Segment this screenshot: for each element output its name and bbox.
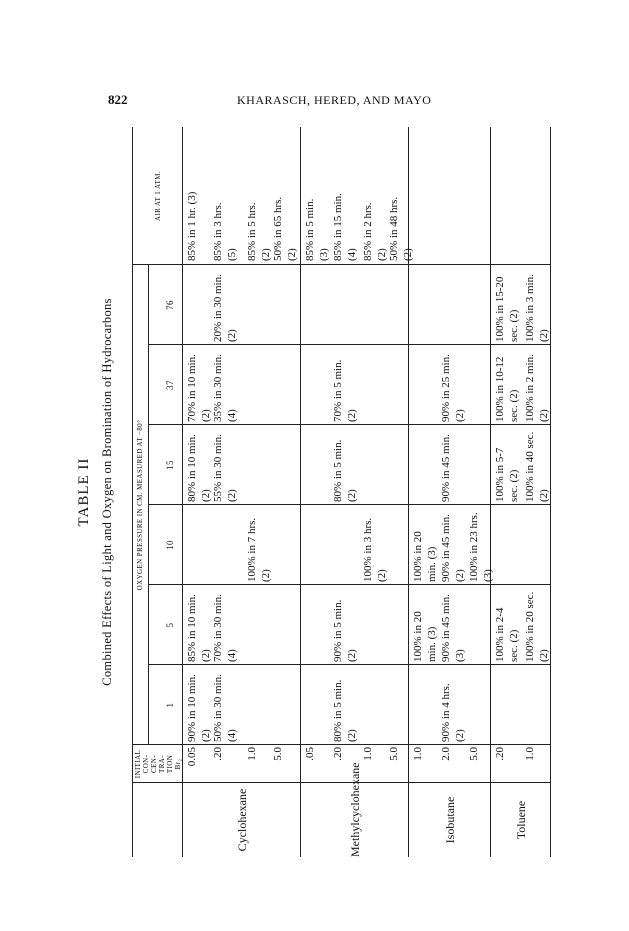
result-line: 90% in 25 min.: [440, 354, 452, 422]
concentration-value: .20: [332, 747, 344, 761]
result-line: (2): [345, 729, 358, 742]
oxygen-pressure-header: OXYGEN PRESSURE IN CM. MEASURED AT −80°: [136, 419, 144, 591]
result-line: (2): [375, 569, 388, 582]
result-line: 85% in 3 hrs.: [212, 202, 224, 261]
pressure-col-1: 1: [165, 702, 175, 708]
result-line: (2): [285, 248, 298, 261]
result-line: 100% in 40 sec.: [524, 431, 536, 502]
col-rule-3: [148, 584, 550, 585]
result-line: (5): [225, 248, 238, 261]
result-line: 20% in 30 min.: [212, 274, 224, 342]
compound-name: Cyclohexane: [235, 788, 249, 852]
result-line: (3): [453, 649, 466, 662]
col-rule-1: [132, 744, 550, 745]
concentration-value: 1.0: [362, 747, 374, 761]
result-line: 35% in 30 min.: [212, 354, 224, 422]
concentration-value: 5.0: [272, 747, 284, 761]
result-line: (2): [345, 489, 358, 502]
result-cell-air: [362, 202, 389, 261]
result-cell-p15: [494, 448, 521, 502]
result-line: 90% in 10 min.: [186, 674, 198, 742]
table-title: Combined Effects of Light and Oxygen on Bromination of Hydrocarbons: [100, 298, 114, 686]
result-line: (2): [199, 409, 212, 422]
col-rule-5: [148, 424, 550, 425]
result-line: (4): [225, 649, 238, 662]
result-cell-p37: [186, 354, 213, 422]
result-cell-p37: [440, 354, 467, 422]
result-cell-p15: [332, 440, 359, 502]
col-rule-0: [132, 782, 550, 783]
result-line: 100% in 3 hrs.: [362, 517, 374, 582]
result-line: 100% in 23 hrs.: [468, 512, 480, 582]
result-line: (2): [259, 248, 272, 261]
col-rule-7: [132, 264, 550, 265]
result-line: (2): [225, 329, 238, 342]
pressure-col-76: 76: [165, 300, 175, 310]
concentration-value: 1.0: [524, 747, 536, 761]
result-cell-p37: [524, 354, 551, 422]
result-cell-p10: [440, 514, 467, 582]
running-head: KHARASCH, HERED, AND MAYO: [237, 93, 432, 107]
data-table: [132, 127, 552, 857]
result-cell-air: [304, 199, 331, 261]
result-line: 70% in 30 min.: [212, 594, 224, 662]
result-line: 100% in 2-4: [494, 607, 506, 662]
result-line: (2): [375, 248, 388, 261]
result-cell-p1: [440, 683, 467, 742]
table-label: TABLE II: [76, 457, 92, 527]
result-line: (2): [345, 409, 358, 422]
pressure-col-10: 10: [165, 540, 175, 550]
concentration-value: 5.0: [388, 747, 400, 761]
result-cell-p10: [362, 518, 389, 582]
compound-name: Methylcyclohexane: [348, 762, 362, 857]
result-cell-p37: [494, 357, 521, 422]
result-line: 85% in 5 min.: [304, 198, 316, 261]
result-line: 100% in 20 sec.: [524, 591, 536, 662]
result-line: 90% in 45 min.: [440, 594, 452, 662]
result-line: (2): [537, 409, 550, 422]
rotated-table-page: [74, 127, 554, 857]
result-line: 90% in 45 min.: [440, 514, 452, 582]
air-header: AIR AT 1 ATM.: [154, 170, 162, 222]
group-rule-1: [300, 127, 301, 857]
table-top-rule: [132, 127, 133, 857]
compound-name: Toluene: [514, 800, 528, 840]
result-line: sec. (2): [507, 309, 520, 342]
result-line: (3): [317, 248, 330, 261]
page-number: 822: [108, 92, 128, 107]
result-cell-p1: [186, 674, 213, 742]
result-line: 70% in 10 min.: [186, 354, 198, 422]
pressure-subheader-rule: [148, 265, 149, 745]
result-cell-p15: [186, 434, 213, 502]
result-cell-p76: [212, 274, 239, 342]
result-cell-p5: [186, 594, 213, 662]
result-cell-p1: [212, 674, 239, 742]
result-line: 85% in 1 hr. (3): [186, 191, 198, 261]
result-cell-p15: [212, 434, 239, 502]
concentration-value: .05: [304, 747, 316, 761]
result-line: (4): [225, 409, 238, 422]
result-line: 90% in 45 min.: [440, 434, 452, 502]
result-cell-air: [332, 193, 359, 261]
pressure-col-37: 37: [165, 380, 175, 390]
col-rule-6: [148, 344, 550, 345]
result-line: 85% in 5 hrs.: [246, 202, 258, 261]
result-line: 100% in 20: [412, 611, 424, 662]
result-line: 100% in 7 hrs.: [246, 517, 258, 582]
result-cell-p37: [332, 360, 359, 422]
pressure-col-5: 5: [165, 622, 175, 628]
page-header: [0, 92, 629, 112]
result-line: 100% in 15-20: [494, 276, 506, 342]
result-line: (2): [199, 649, 212, 662]
col-rule-2: [148, 664, 550, 665]
result-cell-p10: [412, 531, 439, 582]
concentration-value: 5.0: [468, 747, 480, 761]
result-line: (2): [453, 409, 466, 422]
result-line: 100% in 3 min.: [524, 274, 536, 342]
result-line: (2): [453, 729, 466, 742]
result-cell-p5: [212, 594, 239, 662]
result-line: (2): [537, 329, 550, 342]
result-cell-p15: [440, 434, 454, 502]
result-line: (3): [481, 569, 494, 582]
result-line: 50% in 48 hrs.: [388, 196, 400, 261]
result-line: (4): [345, 248, 358, 261]
result-line: min. (3): [425, 546, 438, 582]
result-line: 90% in 4 hrs.: [440, 683, 452, 742]
result-line: (2): [401, 248, 414, 261]
concentration-header: INITIAL CON- CEN- TRA- TION Br₂: [134, 749, 182, 779]
result-cell-p10: [468, 512, 495, 582]
result-line: 90% in 5 min.: [332, 599, 344, 662]
concentration-value: 1.0: [246, 747, 258, 761]
result-line: 50% in 65 hrs.: [272, 196, 284, 261]
result-cell-p5: [412, 611, 439, 662]
result-line: (2): [537, 649, 550, 662]
result-line: 55% in 30 min.: [212, 434, 224, 502]
result-line: sec. (2): [507, 629, 520, 662]
compound-name: Isobutane: [443, 796, 457, 844]
result-line: (2): [537, 489, 550, 502]
concentration-value: 2.0: [440, 747, 452, 761]
result-line: (2): [345, 649, 358, 662]
result-line: 100% in 5-7: [494, 447, 506, 502]
result-line: 100% in 10-12: [494, 356, 506, 422]
result-line: 70% in 5 min.: [332, 359, 344, 422]
header-bottom-rule: [182, 127, 183, 857]
result-cell-air: [388, 197, 415, 261]
result-cell-p76: [524, 274, 551, 342]
result-cell-air: [186, 192, 200, 261]
concentration-value: 1.0: [412, 747, 424, 761]
concentration-value: .20: [212, 747, 224, 761]
result-line: 80% in 10 min.: [186, 434, 198, 502]
result-line: (2): [199, 489, 212, 502]
result-cell-air: [212, 202, 239, 261]
result-line: min. (3): [425, 626, 438, 662]
result-cell-p15: [524, 432, 551, 502]
result-cell-p1: [332, 680, 359, 742]
group-rule-3: [490, 127, 491, 857]
result-line: 85% in 2 hrs.: [362, 202, 374, 261]
result-cell-p5: [332, 600, 359, 662]
result-cell-air: [272, 197, 299, 261]
result-cell-p37: [212, 354, 239, 422]
result-cell-p76: [494, 277, 521, 342]
result-line: 85% in 10 min.: [186, 594, 198, 662]
result-cell-p5: [524, 592, 551, 662]
result-line: 100% in 2 min.: [524, 354, 536, 422]
result-line: (2): [453, 569, 466, 582]
result-cell-air: [246, 202, 273, 261]
result-line: (2): [199, 729, 212, 742]
concentration-value: 0.05: [186, 747, 198, 767]
result-line: 100% in 20: [412, 531, 424, 582]
result-line: sec. (2): [507, 469, 520, 502]
result-line: 80% in 5 min.: [332, 439, 344, 502]
result-line: (2): [225, 489, 238, 502]
result-line: 80% in 5 min.: [332, 679, 344, 742]
col-rule-4: [148, 504, 550, 505]
result-line: sec. (2): [507, 389, 520, 422]
result-cell-p5: [494, 608, 521, 662]
result-line: 50% in 30 min.: [212, 674, 224, 742]
result-line: 85% in 15 min.: [332, 193, 344, 261]
pressure-col-15: 15: [165, 460, 175, 470]
concentration-value: .20: [494, 747, 506, 761]
result-cell-p5: [440, 594, 467, 662]
result-cell-p10: [246, 518, 273, 582]
result-line: (2): [259, 569, 272, 582]
result-line: (4): [225, 729, 238, 742]
